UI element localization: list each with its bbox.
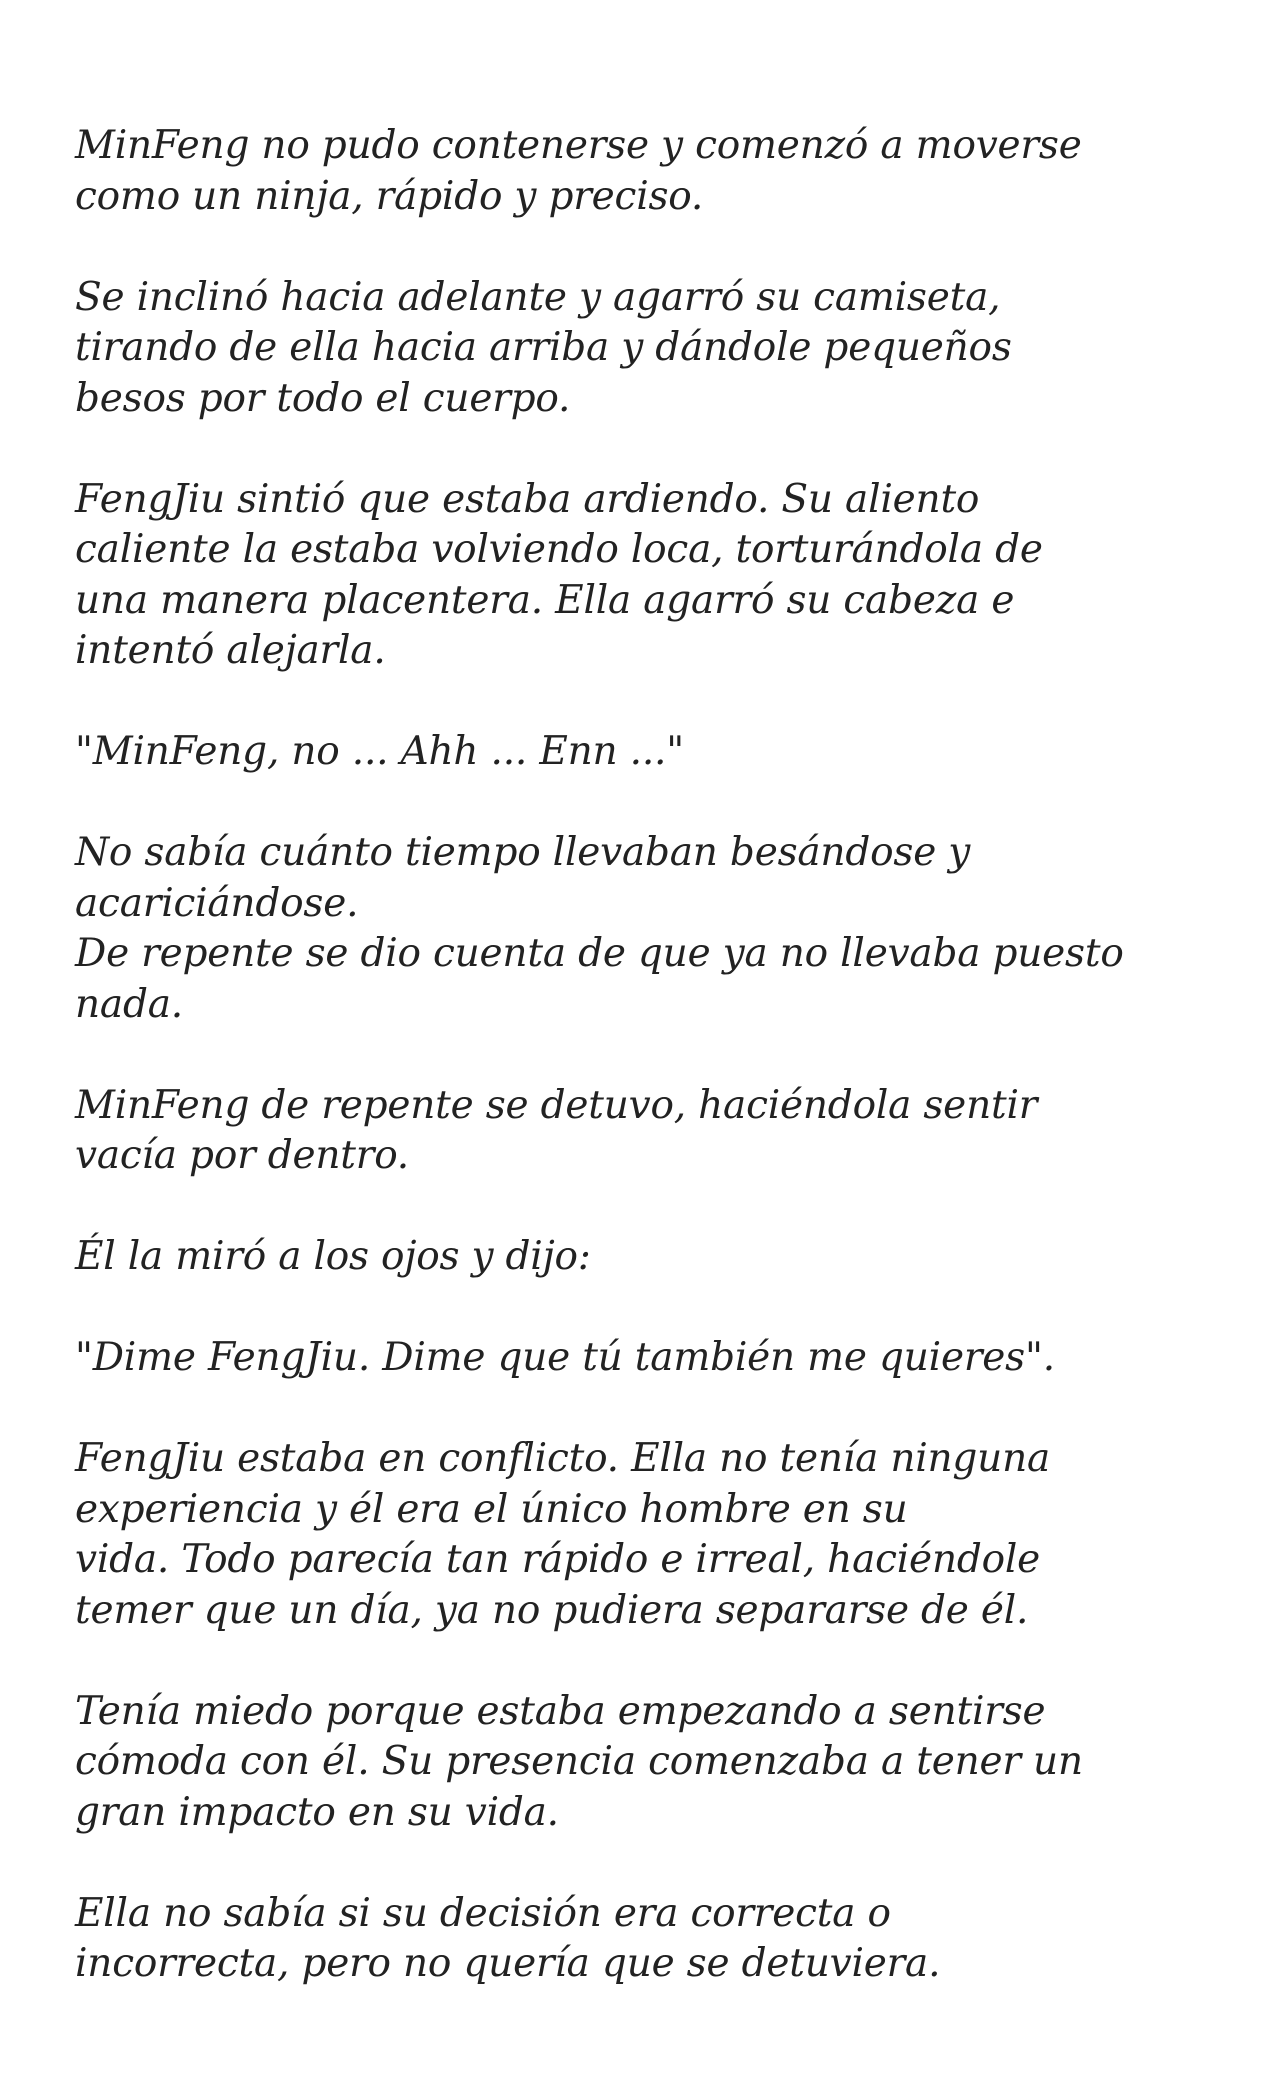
text-line: cómoda con él. Su presencia comenzaba a tener un [75, 1739, 1083, 1784]
text-line: FengJiu estaba en conflicto. Ella no tenía ninguna [75, 1436, 1051, 1481]
text-line: besos por todo el cuerpo. [75, 375, 571, 421]
text-line: MinFeng de repente se detuvo, haciéndola sentir [75, 1082, 1038, 1128]
text-line: De repente se dio cuenta de que ya no llevaba puesto [75, 931, 1124, 976]
story-text [75, 121, 1235, 2040]
paragraph [75, 475, 1235, 677]
text-line: como un ninja, rápido y preciso. [75, 173, 704, 219]
text-line: incorrecta, pero no quería que se detuviera. [75, 1941, 941, 1986]
text-line: Tenía miedo porque estaba empezando a sentirse [75, 1688, 1046, 1734]
text-line: una manera placentera. Ella agarró su cabeza e [75, 577, 1015, 623]
paragraph [75, 1333, 1235, 1384]
paragraph [75, 1232, 1235, 1283]
text-line: vacía por dentro. [75, 1133, 410, 1178]
text-line: FengJiu sintió que estaba ardiendo. Su aliento [75, 476, 980, 522]
text-line: vida. Todo parecía tan rápido e irreal, haciéndole [75, 1537, 1041, 1582]
text-line: temer que un día, ya no pudiera separarse de él. [75, 1587, 1029, 1633]
text-line: Se inclinó hacia adelante y agarró su camiseta, [75, 274, 1001, 320]
text-line: intentó alejarla. [75, 628, 386, 673]
paragraph [75, 1434, 1235, 1636]
text-line: nada. [75, 981, 183, 1027]
text-line: "MinFeng, no ... Ahh ... Enn ..." [75, 729, 684, 774]
text-line: "Dime FengJiu. Dime que tú también me quieres". [75, 1335, 1055, 1380]
text-line: MinFeng no pudo contenerse y comenzó a moverse [75, 123, 1082, 168]
paragraph [75, 828, 1235, 1030]
text-line: caliente la estaba volviendo loca, torturándola de [75, 527, 1043, 572]
text-line: Ella no sabía si su decisión era correcta o [75, 1890, 891, 1936]
paragraph [75, 121, 1235, 222]
paragraph [75, 1889, 1235, 1990]
paragraph [75, 1687, 1235, 1839]
text-line: gran impacto en su vida. [75, 1789, 559, 1835]
paragraph [75, 1081, 1235, 1182]
text-line: tirando de ella hacia arriba y dándole pequeños [75, 325, 1012, 370]
paragraph [75, 727, 1235, 778]
paragraph [75, 273, 1235, 425]
text-line: No sabía cuánto tiempo llevaban besándose y [75, 830, 971, 875]
text-line: acariciándose. [75, 880, 359, 926]
text-line: Él la miró a los ojos y dijo: [75, 1234, 591, 1279]
text-line: experiencia y él era el único hombre en su [75, 1486, 908, 1532]
